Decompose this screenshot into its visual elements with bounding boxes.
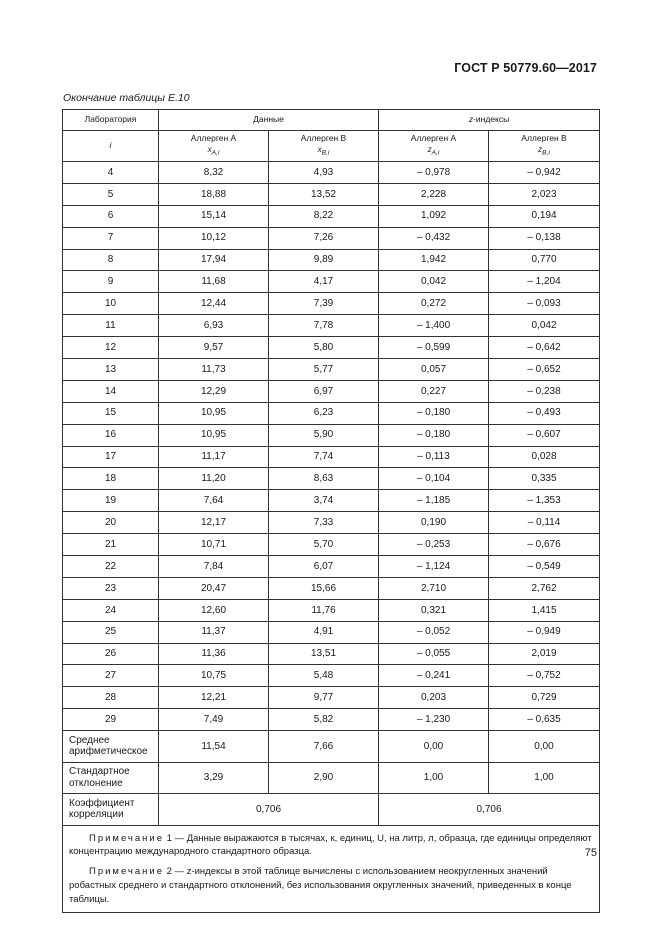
- value-cell: – 0,949: [489, 621, 600, 643]
- value-cell: 13,52: [269, 183, 379, 205]
- value-cell: – 0,114: [489, 512, 600, 534]
- table-row: [63, 687, 600, 709]
- value-cell: 5,80: [269, 337, 379, 359]
- value-cell: 5,90: [269, 424, 379, 446]
- subheader-symbol: $z_{B,i}$: [538, 145, 550, 157]
- value-cell: 2,019: [489, 643, 600, 665]
- table-row: [63, 402, 600, 424]
- lab-number-cell: 23: [63, 577, 159, 599]
- table-row: [63, 534, 600, 556]
- table-row: [63, 643, 600, 665]
- value-cell: 10,95: [159, 424, 269, 446]
- value-cell: 9,57: [159, 337, 269, 359]
- value-cell: 0,042: [379, 271, 489, 293]
- value-cell: – 0,493: [489, 402, 600, 424]
- value-cell: – 0,652: [489, 359, 600, 381]
- subheader-cell: [159, 131, 269, 162]
- table-row: [63, 490, 600, 512]
- header-z: z-индексы: [379, 110, 600, 131]
- value-cell: 8,63: [269, 468, 379, 490]
- value-cell: 2,762: [489, 577, 600, 599]
- subheader-cell: [379, 131, 489, 162]
- table-row: [63, 556, 600, 578]
- value-cell: 7,39: [269, 293, 379, 315]
- value-cell: – 0,607: [489, 424, 600, 446]
- value-cell: 10,95: [159, 402, 269, 424]
- value-cell: 0,028: [489, 446, 600, 468]
- subheader-symbol: $x_{A,i}$: [207, 145, 220, 157]
- value-cell: – 0,942: [489, 162, 600, 184]
- table-row: [63, 359, 600, 381]
- subheader-symbol: $z_{A,i}$: [427, 145, 440, 157]
- header-i: i: [63, 131, 159, 162]
- lab-number-cell: 25: [63, 621, 159, 643]
- value-cell: 12,60: [159, 599, 269, 621]
- value-cell: 5,70: [269, 534, 379, 556]
- stats-value: 2,90: [269, 762, 379, 794]
- note: [69, 832, 593, 860]
- value-cell: 6,93: [159, 315, 269, 337]
- lab-number-cell: 15: [63, 402, 159, 424]
- header-row-2: [63, 131, 600, 162]
- note-prefix: Примечание: [89, 866, 164, 878]
- note-text: 1 — Данные выражаются в тысячах, к, единиц, U, на литр, л, образца, где единицы определяют концентрацию международного стандартного образца.: [69, 832, 592, 858]
- table-row: [63, 293, 600, 315]
- lab-number-cell: 12: [63, 337, 159, 359]
- table-caption: Окончание таблицы Е.10: [63, 92, 190, 104]
- lab-number-cell: 13: [63, 359, 159, 381]
- value-cell: 12,44: [159, 293, 269, 315]
- table-row: [63, 446, 600, 468]
- stats-value: 7,66: [269, 731, 379, 763]
- value-cell: 15,66: [269, 577, 379, 599]
- table-row: [63, 271, 600, 293]
- table-row: [63, 205, 600, 227]
- correlation-row: [63, 794, 600, 826]
- value-cell: 11,76: [269, 599, 379, 621]
- value-cell: 8,32: [159, 162, 269, 184]
- lab-number-cell: 6: [63, 205, 159, 227]
- value-cell: 5,77: [269, 359, 379, 381]
- table-row: [63, 424, 600, 446]
- stats-value: 0,00: [489, 731, 600, 763]
- table-row: [63, 468, 600, 490]
- table-row: [63, 665, 600, 687]
- stats-value: 11,54: [159, 731, 269, 763]
- lab-number-cell: 29: [63, 709, 159, 731]
- notes-cell: [63, 825, 600, 913]
- value-cell: 18,88: [159, 183, 269, 205]
- lab-number-cell: 28: [63, 687, 159, 709]
- note-text: 2 — z-индексы в этой таблице вычислены с использованием неокругленных значений робастных среднего и стандартного отклонений, без использования округленных значений, приведенных в конце таблицы.: [69, 866, 572, 905]
- value-cell: – 0,093: [489, 293, 600, 315]
- header-data: Данные: [159, 110, 379, 131]
- value-cell: 4,91: [269, 621, 379, 643]
- value-cell: 1,415: [489, 599, 600, 621]
- header-row-1: [63, 110, 600, 131]
- value-cell: 7,26: [269, 227, 379, 249]
- document-standard-title: ГОСТ Р 50779.60—2017: [454, 61, 597, 75]
- value-cell: – 0,978: [379, 162, 489, 184]
- value-cell: 4,17: [269, 271, 379, 293]
- value-cell: 0,770: [489, 249, 600, 271]
- value-cell: 13,51: [269, 643, 379, 665]
- subheader-cell: [489, 131, 600, 162]
- value-cell: – 0,180: [379, 402, 489, 424]
- lab-number-cell: 7: [63, 227, 159, 249]
- stats-row: [63, 762, 600, 794]
- value-cell: – 0,676: [489, 534, 600, 556]
- subheader-name: Аллерген А: [190, 133, 237, 144]
- value-cell: 7,74: [269, 446, 379, 468]
- table-row: [63, 162, 600, 184]
- value-cell: – 0,052: [379, 621, 489, 643]
- correlation-z-value: 0,706: [379, 794, 600, 826]
- value-cell: 6,97: [269, 380, 379, 402]
- lab-number-cell: 18: [63, 468, 159, 490]
- value-cell: 17,94: [159, 249, 269, 271]
- value-cell: – 0,432: [379, 227, 489, 249]
- subheader-name: Аллерген А: [410, 133, 457, 144]
- value-cell: 7,49: [159, 709, 269, 731]
- note: [69, 865, 593, 906]
- lab-number-cell: 20: [63, 512, 159, 534]
- value-cell: 4,93: [269, 162, 379, 184]
- value-cell: 9,89: [269, 249, 379, 271]
- value-cell: 11,36: [159, 643, 269, 665]
- value-cell: 1,942: [379, 249, 489, 271]
- lab-number-cell: 11: [63, 315, 159, 337]
- table-row: [63, 227, 600, 249]
- value-cell: 12,29: [159, 380, 269, 402]
- value-cell: – 0,241: [379, 665, 489, 687]
- value-cell: 2,228: [379, 183, 489, 205]
- value-cell: 10,75: [159, 665, 269, 687]
- stats-label: Стандартное отклонение: [63, 762, 159, 794]
- value-cell: 8,22: [269, 205, 379, 227]
- value-cell: 0,194: [489, 205, 600, 227]
- value-cell: 2,710: [379, 577, 489, 599]
- lab-number-cell: 26: [63, 643, 159, 665]
- value-cell: 5,82: [269, 709, 379, 731]
- value-cell: – 1,124: [379, 556, 489, 578]
- lab-number-cell: 17: [63, 446, 159, 468]
- value-cell: 11,73: [159, 359, 269, 381]
- table-row: [63, 599, 600, 621]
- lab-number-cell: 22: [63, 556, 159, 578]
- table-row: [63, 512, 600, 534]
- value-cell: 3,74: [269, 490, 379, 512]
- value-cell: 6,07: [269, 556, 379, 578]
- table-row: [63, 337, 600, 359]
- value-cell: 0,321: [379, 599, 489, 621]
- lab-number-cell: 8: [63, 249, 159, 271]
- lab-number-cell: 21: [63, 534, 159, 556]
- value-cell: 6,23: [269, 402, 379, 424]
- value-cell: – 0,549: [489, 556, 600, 578]
- lab-number-cell: 24: [63, 599, 159, 621]
- value-cell: 0,272: [379, 293, 489, 315]
- value-cell: – 0,752: [489, 665, 600, 687]
- value-cell: 5,48: [269, 665, 379, 687]
- value-cell: – 1,204: [489, 271, 600, 293]
- value-cell: 11,20: [159, 468, 269, 490]
- value-cell: – 0,138: [489, 227, 600, 249]
- stats-value: 3,29: [159, 762, 269, 794]
- value-cell: – 1,185: [379, 490, 489, 512]
- value-cell: – 0,055: [379, 643, 489, 665]
- value-cell: 0,203: [379, 687, 489, 709]
- lab-number-cell: 27: [63, 665, 159, 687]
- value-cell: – 0,642: [489, 337, 600, 359]
- note-prefix: Примечание: [89, 832, 164, 844]
- value-cell: 9,77: [269, 687, 379, 709]
- subheader-cell: [269, 131, 379, 162]
- table-row: [63, 577, 600, 599]
- notes-row: [63, 825, 600, 913]
- value-cell: 0,042: [489, 315, 600, 337]
- stats-value: 0,00: [379, 731, 489, 763]
- value-cell: – 0,253: [379, 534, 489, 556]
- value-cell: 0,227: [379, 380, 489, 402]
- value-cell: – 0,238: [489, 380, 600, 402]
- correlation-data-value: 0,706: [159, 794, 379, 826]
- header-z-text: -индексы: [473, 114, 510, 125]
- table-row: [63, 183, 600, 205]
- lab-number-cell: 10: [63, 293, 159, 315]
- value-cell: 1,092: [379, 205, 489, 227]
- value-cell: 15,14: [159, 205, 269, 227]
- stats-value: 1,00: [379, 762, 489, 794]
- value-cell: 11,17: [159, 446, 269, 468]
- value-cell: – 0,635: [489, 709, 600, 731]
- correlation-label: Коэффициент корреляции: [63, 794, 159, 826]
- value-cell: – 0,180: [379, 424, 489, 446]
- value-cell: – 1,230: [379, 709, 489, 731]
- lab-number-cell: 4: [63, 162, 159, 184]
- value-cell: 11,68: [159, 271, 269, 293]
- value-cell: 0,335: [489, 468, 600, 490]
- value-cell: – 1,353: [489, 490, 600, 512]
- value-cell: – 0,113: [379, 446, 489, 468]
- lab-number-cell: 5: [63, 183, 159, 205]
- table-row: [63, 709, 600, 731]
- stats-value: 1,00: [489, 762, 600, 794]
- subheader-name: Аллерген В: [521, 133, 567, 144]
- value-cell: 20,47: [159, 577, 269, 599]
- table-row: [63, 380, 600, 402]
- value-cell: 10,12: [159, 227, 269, 249]
- value-cell: 11,37: [159, 621, 269, 643]
- stats-row: [63, 731, 600, 763]
- lab-number-cell: 19: [63, 490, 159, 512]
- header-lab: Лаборатория: [63, 110, 159, 131]
- value-cell: 2,023: [489, 183, 600, 205]
- lab-number-cell: 9: [63, 271, 159, 293]
- page-number: 75: [584, 847, 597, 859]
- value-cell: – 0,104: [379, 468, 489, 490]
- value-cell: 7,84: [159, 556, 269, 578]
- value-cell: 0,729: [489, 687, 600, 709]
- table-row: [63, 249, 600, 271]
- value-cell: 0,057: [379, 359, 489, 381]
- table-row: [63, 621, 600, 643]
- lab-number-cell: 16: [63, 424, 159, 446]
- value-cell: – 1,400: [379, 315, 489, 337]
- value-cell: 10,71: [159, 534, 269, 556]
- value-cell: 7,64: [159, 490, 269, 512]
- lab-number-cell: 14: [63, 380, 159, 402]
- value-cell: 7,78: [269, 315, 379, 337]
- table-row: [63, 315, 600, 337]
- allergen-table: [62, 109, 600, 913]
- value-cell: 0,190: [379, 512, 489, 534]
- value-cell: 12,17: [159, 512, 269, 534]
- stats-label: Среднее арифметическое: [63, 731, 159, 763]
- value-cell: 12,21: [159, 687, 269, 709]
- subheader-symbol: $x_{B,i}$: [317, 145, 330, 157]
- value-cell: – 0,599: [379, 337, 489, 359]
- subheader-name: Аллерген В: [300, 133, 347, 144]
- value-cell: 7,33: [269, 512, 379, 534]
